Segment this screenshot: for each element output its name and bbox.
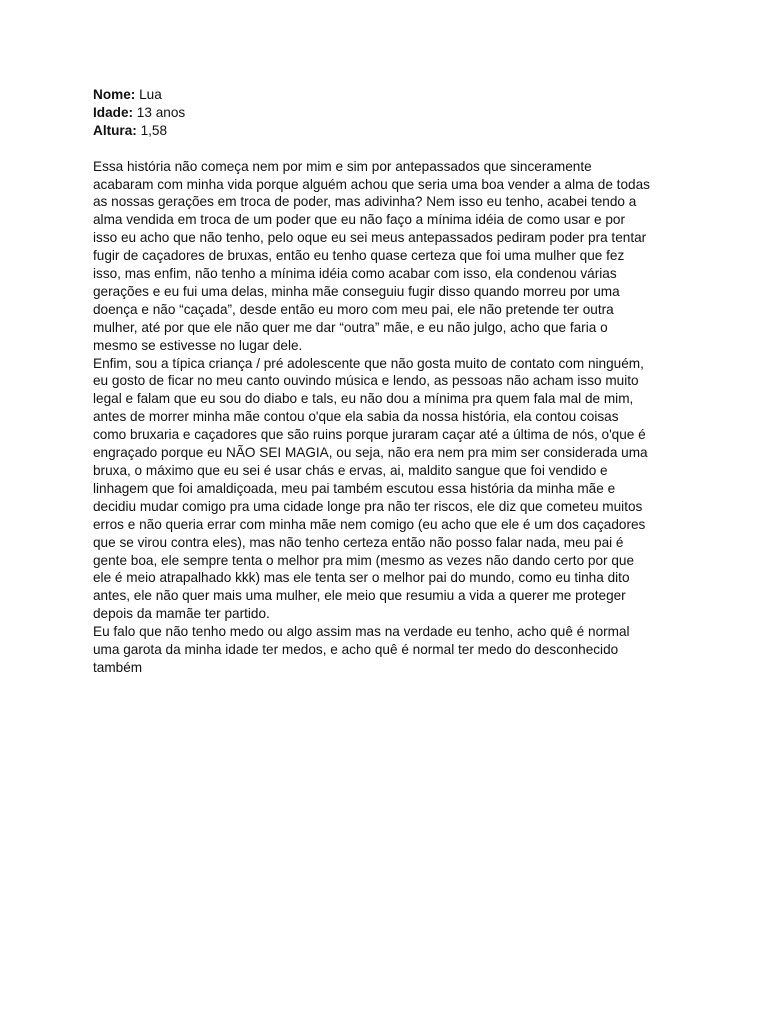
paragraph-origin: Essa história não começa nem por mim e sim por antepassados que sinceramente acabaram com minha vida porque alguém achou que seria uma boa vender a alma de todas as nossas gerações em troca de poder, mas adivinha? Nem isso eu tenho, acabei tendo a alma vendida em troca de um poder que eu não faço a mínima idéia de como usar e por isso eu acho que não tenho, pelo oque eu sei meus antepassados pediram poder pra tentar fugir de caçadores de bruxas, então eu tenho quase certeza que foi uma mulher que fez isso, mas enfim, não tenho a mínima idéia como acabar com isso, ela condenou várias gerações e eu fui uma delas, minha mãe conseguiu fugir disso quando morreu por uma doença e não “caçada”, desde então eu moro com meu pai, ele não pretende ter outra mulher, até por que ele não quer me dar “outra” mãe, e eu não julgo, acho que faria o mesmo se estivesse no lugar dele. [93,158,650,353]
paragraph-personality: Enfim, sou a típica criança / pré adolescente que não gosta muito de contato com ninguém, eu gosto de ficar no meu canto ouvindo música e lendo, as pessoas não acham isso muito legal e falam que eu sou do diabo e tals, eu não dou a mínima pra quem fala mal de mim, antes de morrer minha mãe contou o'que ela sabia da nossa história, ela contou coisas como bruxaria e caçadores que são ruins porque juraram caçar até a última de nós, o'que é engraçado porque eu NÃO SEI MAGIA, ou seja, não era nem pra mim ser considerada uma bruxa, o máximo que eu sei é usar chás e ervas, ai, maldito sangue que foi vendido e linhagem que foi amaldiçoada, meu pai também escutou essa história da minha mãe e decidiu mudar comigo pra uma cidade longe pra não ter riscos, ele diz que cometeu muitos erros e não queria errar com minha mãe nem comigo (eu acho que ele é um dos caçadores que se virou contra eles), mas não tenho certeza então não posso falar nada, meu pai é gente boa, ele sempre tenta o melhor pra mim (mesmo as vezes não dando certo por que ele é meio atrapalhado kkk) mas ele tenta ser o melhor pai do mundo, como eu tinha dito antes, ele não quer mais uma mulher, ele meio que resumiu a vida a querer me proteger depois da mamãe ter partido. [93,355,648,622]
age-label: Idade: [93,104,134,120]
blank-line [93,140,683,158]
name-label: Nome: [93,87,136,102]
name-value: Lua [135,87,162,102]
name-field [93,86,683,104]
height-value: 1,58 [136,122,168,138]
height-field [93,122,683,140]
age-value: 13 anos [133,104,186,120]
document-body [93,86,683,677]
age-field [93,104,683,122]
height-label: Altura: [93,122,137,138]
paragraph-fears: Eu falo que não tenho medo ou algo assim mas na verdade eu tenho, acho quê é normal uma garota da minha idade ter medos, e acho quê é normal ter medo do desconhecido também [93,624,630,675]
